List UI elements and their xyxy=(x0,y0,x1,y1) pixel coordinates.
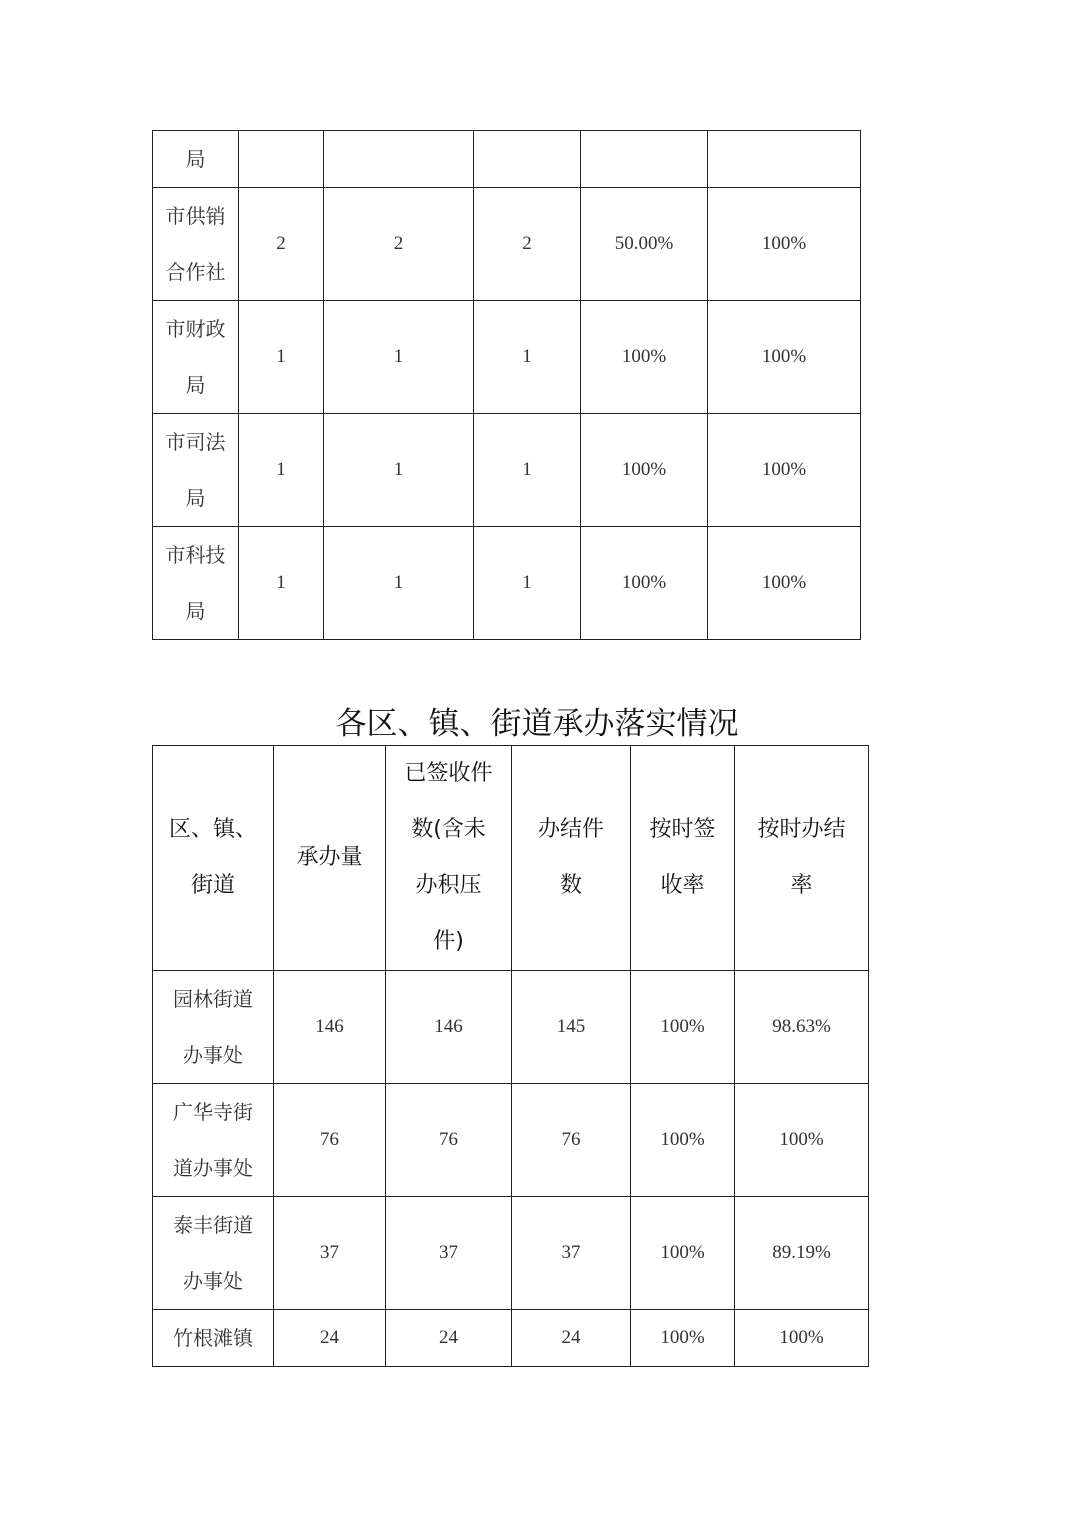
cell-value: 100% xyxy=(631,1084,735,1197)
district-name: 竹根滩镇 xyxy=(153,1310,274,1367)
cell-value: 100% xyxy=(735,1084,869,1197)
table-header-row xyxy=(153,746,869,971)
section-title: 各区、镇、街道承办落实情况 xyxy=(335,706,739,742)
department-name: 局 xyxy=(153,131,239,188)
cell-value: 100% xyxy=(708,527,861,640)
cell-value: 1 xyxy=(324,414,474,527)
table-row xyxy=(153,131,861,188)
district-name: 园林街道 办事处 xyxy=(153,971,274,1084)
cell-value: 1 xyxy=(324,301,474,414)
cell-value xyxy=(581,131,708,188)
table-row xyxy=(153,301,861,414)
cell-value: 24 xyxy=(274,1310,386,1367)
cell-value: 100% xyxy=(631,971,735,1084)
table-row xyxy=(153,1197,869,1310)
cell-value: 37 xyxy=(512,1197,631,1310)
table-row xyxy=(153,1310,869,1367)
department-name: 市司法 局 xyxy=(153,414,239,527)
cell-value: 1 xyxy=(239,301,324,414)
table-row xyxy=(153,414,861,527)
cell-value: 37 xyxy=(274,1197,386,1310)
table-row xyxy=(153,971,869,1084)
cell-value: 1 xyxy=(239,414,324,527)
cell-value xyxy=(239,131,324,188)
cell-value: 100% xyxy=(735,1310,869,1367)
cell-value: 1 xyxy=(324,527,474,640)
cell-value: 98.63% xyxy=(735,971,869,1084)
cell-value: 100% xyxy=(708,414,861,527)
cell-value: 76 xyxy=(386,1084,512,1197)
cell-value: 100% xyxy=(581,301,708,414)
column-header-assigned: 承办量 xyxy=(274,746,386,971)
cell-value: 2 xyxy=(324,188,474,301)
table-row xyxy=(153,188,861,301)
cell-value: 100% xyxy=(631,1197,735,1310)
column-header-completed: 办结件 数 xyxy=(512,746,631,971)
cell-value: 37 xyxy=(386,1197,512,1310)
cell-value: 100% xyxy=(708,188,861,301)
cell-value: 24 xyxy=(512,1310,631,1367)
department-name: 市供销 合作社 xyxy=(153,188,239,301)
cell-value: 76 xyxy=(512,1084,631,1197)
cell-value: 100% xyxy=(631,1310,735,1367)
district-name: 泰丰街道 办事处 xyxy=(153,1197,274,1310)
column-header-district: 区、镇、 街道 xyxy=(153,746,274,971)
cell-value: 100% xyxy=(581,414,708,527)
cell-value: 100% xyxy=(581,527,708,640)
column-header-ontime-complete-rate: 按时办结 率 xyxy=(735,746,869,971)
cell-value: 76 xyxy=(274,1084,386,1197)
cell-value: 1 xyxy=(474,301,581,414)
column-header-ontime-sign-rate: 按时签 收率 xyxy=(631,746,735,971)
cell-value: 50.00% xyxy=(581,188,708,301)
department-table xyxy=(152,130,861,640)
cell-value: 89.19% xyxy=(735,1197,869,1310)
department-name: 市财政 局 xyxy=(153,301,239,414)
cell-value: 2 xyxy=(239,188,324,301)
cell-value: 146 xyxy=(274,971,386,1084)
cell-value xyxy=(324,131,474,188)
cell-value: 1 xyxy=(474,414,581,527)
district-name: 广华寺街 道办事处 xyxy=(153,1084,274,1197)
department-name: 市科技 局 xyxy=(153,527,239,640)
table-row xyxy=(153,1084,869,1197)
cell-value xyxy=(474,131,581,188)
cell-value xyxy=(708,131,861,188)
cell-value: 1 xyxy=(474,527,581,640)
cell-value: 145 xyxy=(512,971,631,1084)
district-table xyxy=(152,745,869,1367)
cell-value: 24 xyxy=(386,1310,512,1367)
column-header-signed: 已签收件 数(含未 办积压 件) xyxy=(386,746,512,971)
cell-value: 146 xyxy=(386,971,512,1084)
cell-value: 2 xyxy=(474,188,581,301)
table-row xyxy=(153,527,861,640)
cell-value: 100% xyxy=(708,301,861,414)
cell-value: 1 xyxy=(239,527,324,640)
